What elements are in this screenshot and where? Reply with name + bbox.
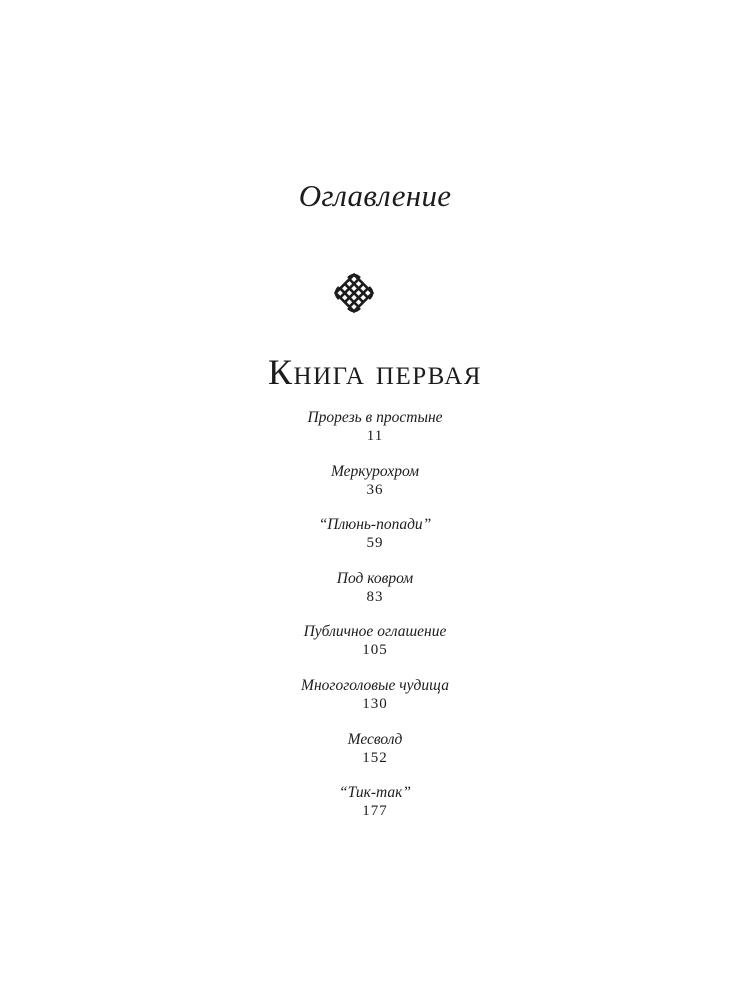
- chapter-title: Под ковром: [336, 569, 414, 587]
- chapter-entry[interactable]: [0, 462, 750, 516]
- chapter-entry[interactable]: [0, 676, 750, 730]
- chapter-title: Многоголовые чудища: [301, 676, 449, 694]
- chapter-title: Месволд: [347, 730, 403, 748]
- contents-heading: Оглавление: [298, 178, 452, 213]
- chapter-page-number: 152: [362, 749, 388, 766]
- chapter-entry[interactable]: [0, 515, 750, 569]
- chapter-list: [0, 408, 750, 837]
- chapter-entry[interactable]: [0, 408, 750, 462]
- chapter-title: Прорезь в простыне: [307, 409, 443, 426]
- chapter-page-number: 105: [362, 642, 388, 659]
- chapter-entry[interactable]: [0, 569, 750, 623]
- chapter-entry[interactable]: [0, 783, 750, 837]
- endless-knot-icon: [331, 270, 377, 316]
- chapter-page-number: 177: [362, 803, 388, 820]
- chapter-entry[interactable]: [0, 622, 750, 676]
- chapter-page-number: 83: [366, 588, 384, 605]
- book-one-heading: Книга первая: [268, 352, 482, 392]
- chapter-title: “Тик-так”: [338, 784, 412, 802]
- chapter-title: “Плюнь-попади”: [318, 516, 432, 534]
- chapter-page-number: 11: [366, 428, 384, 444]
- chapter-title: Публичное оглашение: [303, 623, 447, 641]
- chapter-title: Меркурохром: [330, 462, 420, 480]
- chapter-entry[interactable]: [0, 730, 750, 784]
- chapter-page-number: 36: [366, 481, 384, 498]
- chapter-page-number: 130: [362, 695, 388, 712]
- chapter-page-number: 59: [366, 535, 384, 552]
